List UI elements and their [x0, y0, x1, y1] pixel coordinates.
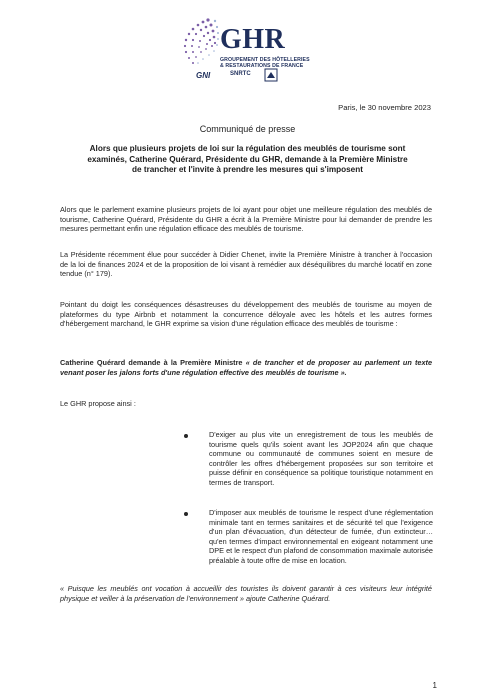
paragraph-president: La Présidente récemment élue pour succéder à Didier Chenet, invite la Première Ministre à trancher à l'occasion de la loi de finances 2024 et de la proposition de loi visant à remédier aux déséquilibres du marché locatif en zone tendue (n° 179).	[60, 250, 432, 278]
dotted-globe-icon	[178, 14, 222, 70]
logo-subtitle-line2: & RESTAURATIONS DE FRANCE	[220, 63, 304, 69]
gni-logo: GNI	[196, 71, 211, 80]
paragraph-intro: Alors que le parlement examine plusieurs projets de loi ayant pour objet une meilleure régulation des meublés de tourisme, Catherine Quérard, Présidente du GHR a écrit à la Première Ministre pour lui demander de prendre les mesures permettant enfin une régulation efficace des meublés de tourisme.	[60, 205, 432, 233]
snrtc-logo: SNRTC	[230, 71, 251, 77]
bullet-icon	[184, 512, 188, 516]
demand-quote: « de trancher et de proposer au parlement un texte venant poser les jalons forts d'une régulation effective des meublés de tourisme ».	[60, 358, 433, 377]
partner-badge-icon	[264, 68, 278, 82]
document-type: Communiqué de presse	[199, 124, 296, 134]
paragraph-consequences: Pointant du doigt les conséquences désastreuses du développement des meublés de tourisme au moyen de plateformes du type Airbnb et notamment la concurrence déloyale avec les hôtels et les autres formes d'hébergement marchand, le GHR exprime sa vision d'une régulation efficace des meublés de tourisme :	[60, 300, 432, 328]
ghr-logo	[178, 14, 328, 86]
logo-subtitle-line1: GROUPEMENT DES HÔTELLERIES	[220, 57, 310, 63]
logo-brand: GHR	[220, 24, 286, 55]
proposal-item: D'imposer aux meublés de tourisme le respect d'une réglementation minimale tant en termes sanitaires et de sécurité tel que l'exigence d'un plan d'évacuation, d'un détecteur de fumée, d'un extincteur… qu'en termes d'impact environnemental en exigeant notamment une DPE et le respect d'un plafond de consommation maximale autorisée préalable à toute offre de mise en location.	[209, 508, 433, 565]
paragraph-demand	[60, 358, 432, 377]
proposal-item: D'exiger au plus vite un enregistrement de tous les meublés de tourisme quels qu'ils soient avant les JOP2024 afin que chaque commune ou communauté de communes soient en mesure de contrôler les offres d'hébergement proposées sur son territoire et puisse définir en conséquence sa politique touristique notamment en termes de transport.	[209, 430, 433, 487]
page-number: 1	[432, 681, 437, 690]
dateline: Paris, le 30 novembre 2023	[338, 103, 431, 112]
closing-quote: « Puisque les meublés ont vocation à accueillir des touristes ils doivent garantir à ces visiteurs leur intégrité physique et veiller à la préservation de l'environnement » ajoute Catherine Quérard.	[60, 584, 432, 603]
bullet-icon	[184, 434, 188, 438]
headline: Alors que plusieurs projets de loi sur la régulation des meublés de tourisme sont examinés, Catherine Quérard, Présidente du GHR, demande à la Première Ministre de trancher et l'invite à prendre les mesures qui s'imposent	[87, 144, 408, 174]
paragraph-proposals-intro: Le GHR propose ainsi :	[60, 399, 136, 408]
demand-lead: Catherine Quérard demande à la Première Ministre	[60, 358, 243, 367]
